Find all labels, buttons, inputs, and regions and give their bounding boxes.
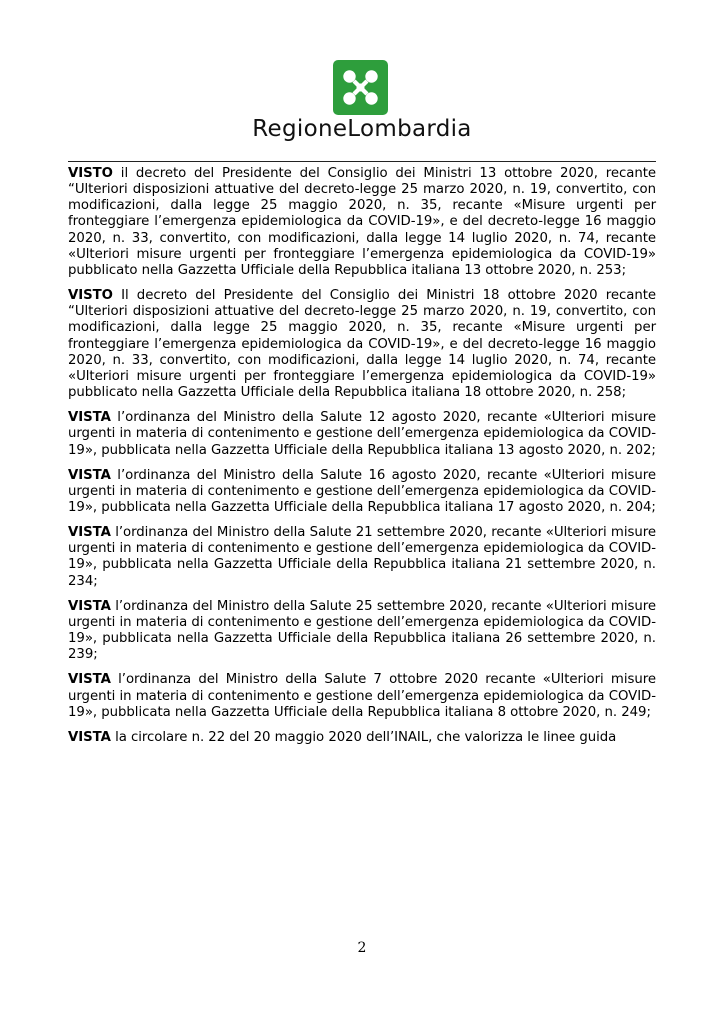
- paragraph-keyword: VISTA: [68, 410, 111, 426]
- paragraph-keyword: VISTA: [68, 467, 111, 483]
- paragraph-text: l’ordinanza del Ministro della Salute 25 settembre 2020, recante «Ulteriori misure urgenti in materia di contenimento e gestione dell’emergenza epidemiologica da COVID-19», pubblicata nella Gazzetta Ufficiale della Repubblica italiana 26 settembre 2020, n. 239;: [68, 598, 656, 663]
- paragraph: [68, 730, 656, 746]
- brand-name: RegioneLombardia: [252, 116, 472, 142]
- page-number: 2: [357, 940, 367, 956]
- paragraph: [68, 525, 656, 590]
- paragraph: [68, 410, 656, 458]
- paragraph-keyword: VISTA: [68, 598, 111, 614]
- paragraph-text: la circolare n. 22 del 20 maggio 2020 dell’INAIL, che valorizza le linee guida: [115, 729, 617, 745]
- paragraph-text: l’ordinanza del Ministro della Salute 21 settembre 2020, recante «Ulteriori misure urgenti in materia di contenimento e gestione dell’emergenza epidemiologica da COVID-19», pubblicata nella Gazzetta Ufficiale della Repubblica italiana 21 settembre 2020, n. 234;: [68, 525, 656, 589]
- paragraph: [68, 672, 656, 720]
- document-body: [68, 166, 656, 755]
- paragraph-text: Il decreto del Presidente del Consiglio dei Ministri 18 ottobre 2020 recante “Ulteriori disposizioni attuative del decreto-legge 25 marzo 2020, n. 19, convertito, con modificazioni, dalla legge 25 maggio 2020, n. 35, recante «Misure urgenti per fronteggiare l’emergenza epidemiologica da COVID-19», e del decreto-legge 16 maggio 2020, n. 33, convertito, con modificazioni, dalla legge 14 luglio 2020, n. 74, recante «Ulteriori misure urgenti per fronteggiare l’emergenza epidemiologica da COVID-19» pubblicato nella Gazzetta Ufficiale della Repubblica italiana 18 ottobre 2020, n. 258;: [68, 288, 656, 401]
- paragraph: [68, 468, 656, 516]
- paragraph: [68, 288, 656, 401]
- paragraph-text: l’ordinanza del Ministro della Salute 16 agosto 2020, recante «Ulteriori misure urgenti in materia di contenimento e gestione dell’emergenza epidemiologica da COVID-19», pubblicata nella Gazzetta Ufficiale della Repubblica italiana 17 agosto 2020, n. 204;: [68, 467, 656, 515]
- paragraph-text: il decreto del Presidente del Consiglio dei Ministri 13 ottobre 2020, recante “Ulteriori disposizioni attuative del decreto-legge 25 marzo 2020, n. 19, convertito, con modificazioni, dalla legge 25 maggio 2020, n. 35, recante «Misure urgenti per fronteggiare l’emergenza epidemiologica da COVID-19», e del decreto-legge 16 maggio 2020, n. 33, convertito, con modificazioni, dalla legge 14 luglio 2020, n. 74, recante «Ulteriori misure urgenti per fronteggiare l’emergenza epidemiologica da COVID-19» pubblicato nella Gazzetta Ufficiale della Repubblica italiana 13 ottobre 2020, n. 253;: [68, 166, 656, 278]
- page-header: [0, 0, 724, 170]
- paragraph-keyword: VISTA: [68, 729, 111, 745]
- paragraph-keyword: VISTA: [68, 672, 111, 688]
- paragraph-text: l’ordinanza del Ministro della Salute 12 agosto 2020, recante «Ulteriori misure urgenti in materia di contenimento e gestione dell’emergenza epidemiologica da COVID-19», pubblicata nella Gazzetta Ufficiale della Repubblica italiana 13 agosto 2020, n. 202;: [68, 410, 656, 458]
- paragraph-text: l’ordinanza del Ministro della Salute 7 ottobre 2020 recante «Ulteriori misure urgenti in materia di contenimento e gestione dell’emergenza epidemiologica da COVID-19», pubblicata nella Gazzetta Ufficiale della Repubblica italiana 8 ottobre 2020, n. 249;: [68, 672, 656, 720]
- paragraph-keyword: VISTA: [68, 525, 111, 541]
- paragraph: [68, 599, 656, 664]
- regione-lombardia-logo-icon: [333, 60, 388, 115]
- paragraph-keyword: VISTO: [68, 166, 113, 181]
- header-divider: [68, 161, 656, 162]
- paragraph: [68, 166, 656, 279]
- paragraph-keyword: VISTO: [68, 288, 113, 304]
